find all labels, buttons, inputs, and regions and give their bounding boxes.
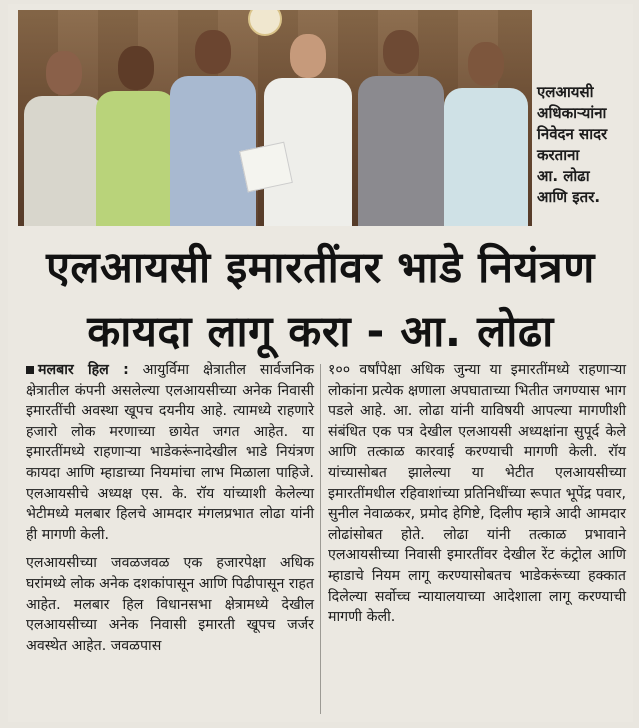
photo-person-5: [358, 30, 444, 226]
photo-person-4: [264, 34, 352, 226]
photo-person-2: [96, 46, 176, 226]
caption-line: करताना: [537, 146, 580, 164]
caption-line: अधिकाऱ्यांना: [537, 104, 607, 122]
caption-line: निवेदन सादर: [537, 125, 608, 143]
column-divider: [320, 364, 321, 714]
caption-line: एलआयसी: [537, 83, 594, 101]
article-paragraph: [26, 553, 314, 656]
headline-line-1: एलआयसी इमारतींवर भाडे नियंत्रण: [46, 243, 595, 293]
paragraph-text: एलआयसीच्या जवळजवळ एक हजारपेक्षा अधिक घरांमध्ये लोक अनेक दशकांपासून आणि पिढीपासून राहत आहेत. मलबार हिल विधानसभा क्षेत्रामध्ये देखील एलआयसीच्या अनेक निवासी इमारती खूपच जर्जर अवस्थेत आहेत. जवळपास: [26, 555, 314, 654]
photo-person-1: [24, 51, 104, 226]
photo-person-6: [444, 42, 528, 226]
article-paragraph: [26, 360, 314, 545]
headline-line-2: कायदा लागू करा - आ. लोढा: [87, 307, 554, 357]
paragraph-text: आयुर्विमा क्षेत्रातील सार्वजनिक क्षेत्रातील कंपनी असलेल्या एलआयसीच्या अनेक निवासी इमारतींची अवस्था खूपच दयनीय आहे. त्यामध्ये राहणारे हजारो लोक मरणाच्या छायेत जगत आहेत. या इमारतींमध्ये राहणाऱ्या भाडेकरूंनादेखील भाडे नियंत्रण कायदा आणि म्हाडाच्या नियमांचा लाभ मिळाला पाहिजे. एलआयसीचे अध्यक्ष एस. के. रॉय यांच्याशी केलेल्या भेटीमध्ये मलबार हिलचे आमदार मंगलप्रभात लोढा यांनी ही मागणी केली.: [26, 362, 315, 543]
dateline: मलबार हिल :: [38, 362, 129, 378]
article-column-right: [328, 360, 626, 628]
photo-person-3: [170, 30, 256, 226]
photo-caption: [537, 82, 633, 208]
newspaper-clipping: [8, 4, 633, 722]
caption-line: आ. लोढा: [537, 167, 590, 185]
bullet-square-icon: [26, 366, 34, 374]
caption-line: आणि इतर.: [537, 188, 601, 206]
news-photo: [18, 10, 532, 226]
article-column-left: [26, 360, 314, 656]
article-paragraph: १०० वर्षांपेक्षा अधिक जुन्या या इमारतींमध्ये राहणाऱ्या लोकांना प्रत्येक क्षणाला अपघाताच्या भितीत जगण्यास भाग पडले आहे. आ. लोढा यांनी याविषयी आपल्या मागणीशी संबंधित एक पत्र देखील एलआयसी अध्यक्षांना सुपूर्द केले आणि तत्काळ कारवाई करण्याची मागणी केली. रॉय यांच्यासोबत झालेल्या या भेटीत एलआयसीच्या इमारतींमधील रहिवाशांच्या प्रतिनिधींच्या रूपात भूपेंद्र पवार, सुनील नेवाळकर, प्रमोद हेगिष्टे, दिलीप म्हात्रे आदी आमदार लोढांसोबत होते. लोढा यांनी तत्काळ प्रभावाने एलआयसीच्या निवासी इमारतींवर देखील रेंट कंट्रोल आणि म्हाडाचे नियम लागू करण्यासोबतच भाडेकरूंच्या हक्कात दिलेल्या सर्वोच्च न्यायालयाच्या आदेशाला लागू करण्याची मागणी केली.: [328, 362, 626, 626]
